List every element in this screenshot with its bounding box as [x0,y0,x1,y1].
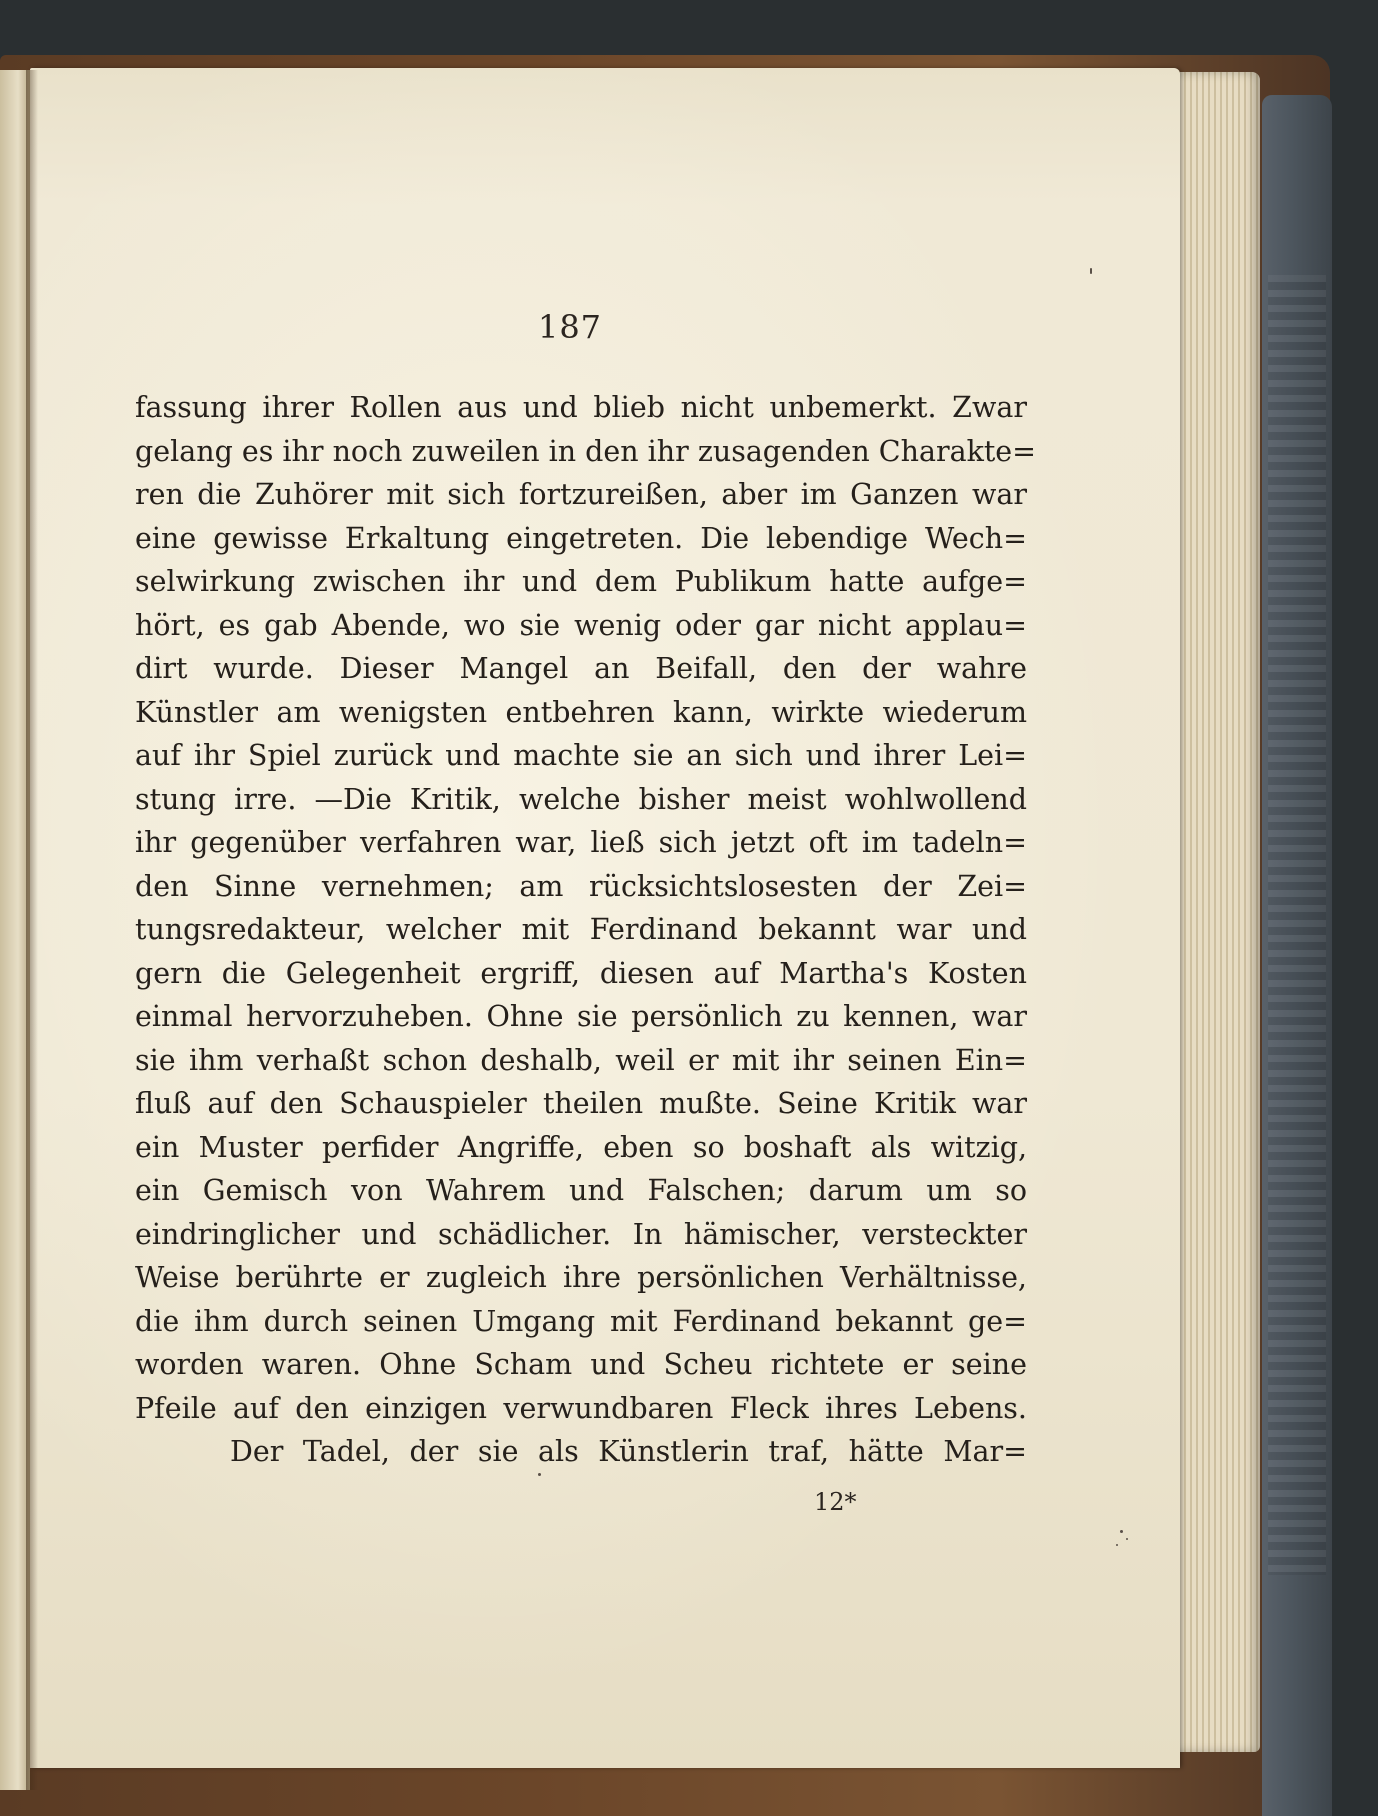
text-line: Künstler am wenigsten entbehren kann, wirkte wiederum [135,695,1027,729]
text-line: einmal hervorzuheben. Ohne sie persönlich zu kennen, war [135,1000,1027,1033]
text-line: selwirkung zwischen ihr und dem Publikum hatte aufge= [135,565,1027,598]
body-text [135,386,1037,1474]
text-line: auf ihr Spiel zurück und machte sie an sich und ihrer Lei= [135,739,1027,772]
paper-speck [1116,1544,1118,1546]
paper-speck [538,1473,541,1476]
text-line-indented: Der Tadel, der sie als Künstlerin traf, hätte Mar= [230,1435,1027,1468]
text-line: ren die Zuhörer mit sich fortzureißen, aber im Ganzen war [135,478,1027,511]
text-line: ein Muster perfider Angriffe, eben so boshaft als witzig, [135,1130,1027,1164]
text-line: Weise berührte er zugleich ihre persönlichen Verhältnisse, [135,1261,1027,1294]
text-line: fluß auf den Schauspieler theilen mußte. Seine Kritik war [135,1087,1027,1120]
text-line: eine gewisse Erkaltung eingetreten. Die lebendige Wech= [135,521,1027,555]
text-line: hört, es gab Abende, wo sie wenig oder gar nicht applau= [135,608,1027,642]
paper-speck [1126,1538,1128,1540]
paper-speck [1090,268,1092,274]
text-line: die ihm durch seinen Umgang mit Ferdinand bekannt ge= [135,1304,1027,1338]
text-line: fassung ihrer Rollen aus und blieb nicht unbemerkt. Zwar [135,391,1027,424]
text-line: den Sinne vernehmen; am rücksichtslosesten der Zei= [135,869,1027,903]
text-line: Pfeile auf den einzigen verwundbaren Fleck ihres Lebens. [135,1391,1027,1425]
book-page [30,68,1180,1768]
text-line: ihr gegenüber verfahren war, ließ sich jetzt oft im tadeln= [135,826,1027,859]
text-line: gern die Gelegenheit ergriff, diesen auf Martha's Kosten [135,956,1027,990]
text-line: sie ihm verhaßt schon deshalb, weil er mit ihr seinen Ein= [135,1043,1027,1077]
paper-speck [1120,1530,1123,1533]
text-line: dirt wurde. Dieser Mangel an Beifall, den der wahre [135,652,1027,685]
signature-mark: 12* [814,1488,857,1516]
text-line: ein Gemisch von Wahrem und Falschen; darum um so [135,1174,1027,1207]
text-line: tungsredakteur, welcher mit Ferdinand bekannt war und [135,913,1027,946]
text-line: gelang es ihr noch zuweilen in den ihr zusagenden Charakte= [135,434,1037,468]
cover-wear-texture [1268,275,1326,1575]
text-line: stung irre. —Die Kritik, welche bisher meist wohlwollend [135,782,1027,816]
page-number: 187 [537,308,603,346]
text-line: worden waren. Ohne Scham und Scheu richtete er seine [135,1348,1027,1381]
text-line: eindringlicher und schädlicher. In hämischer, versteckter [135,1217,1027,1251]
page-gutter-shadow [26,70,38,1790]
cover-edge [1262,95,1332,1816]
